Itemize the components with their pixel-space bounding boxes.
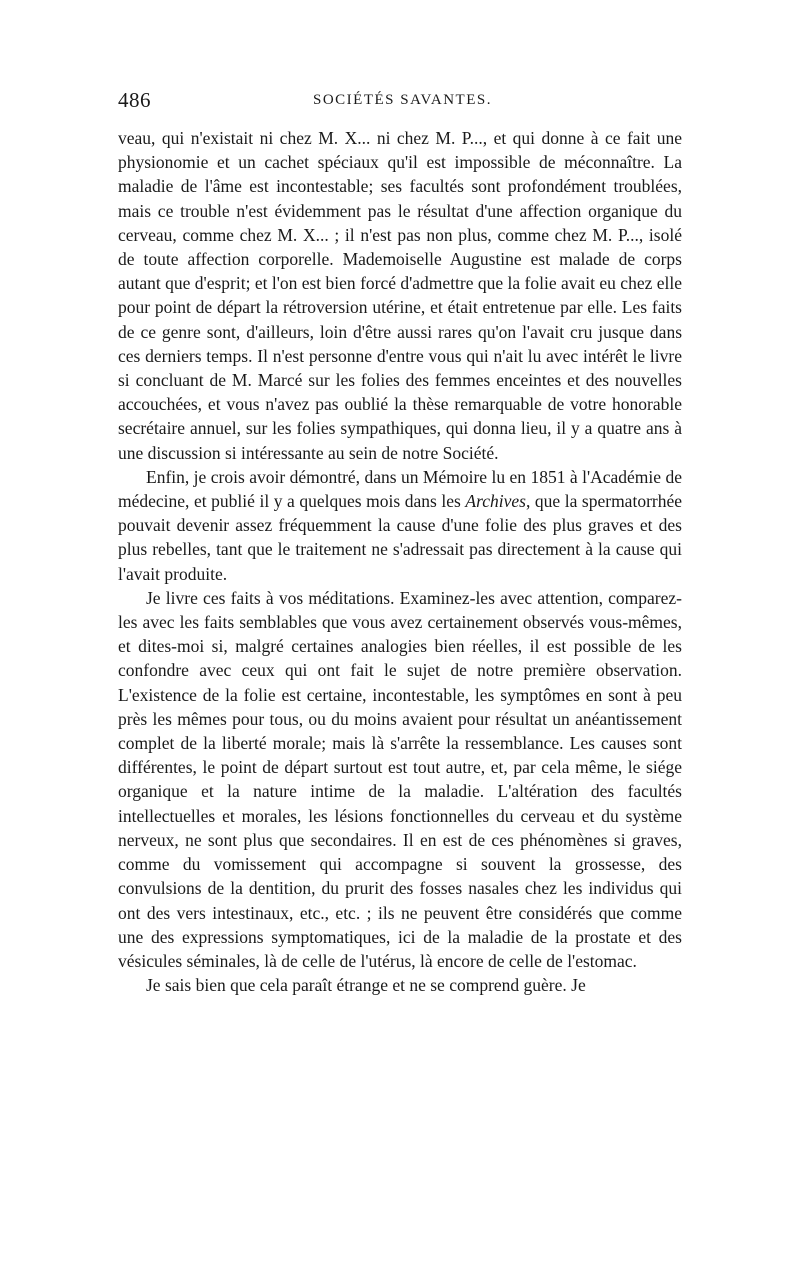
paragraph-text: , que la spermatorrhée pouvait devenir assez fréquemment la cause d'une folie des plus graves et des plus rebelles, tant que le traitement ne s'adressait pas directement à la cause qui l'avait produite. xyxy=(118,491,683,584)
page-number: 486 xyxy=(118,88,151,112)
paragraph-je-sais: Je sais bien que cela paraît étrange et ne se comprend guère. Je xyxy=(146,975,586,996)
body-text xyxy=(118,126,682,997)
page-header xyxy=(118,88,678,118)
paragraph-enfin xyxy=(118,465,682,586)
paragraph-je-livre: Je livre ces faits à vos méditations. Examinez-les avec attention, comparez-les avec les faits semblables que vous avez certainement observés vous-mêmes, et dites-moi si, malgré certaines analogies bien réelles, il est possible de les confondre avec ceux qui ont fait le sujet de notre première observation. L'existence de la folie est certaine, incontestable, les symptômes en sont à peu près les mêmes pour tous, ou du moins avaient pour résultat un anéantissement complet de la liberté morale; mais là s'arrête la ressemblance. Les causes sont différentes, le point de départ surtout est tout autre, et, par cela même, le siége organique et la nature intime de la maladie. L'altération des facultés intellectuelles et morales, les lésions fonctionnelles du cerveau et du système nerveux, ne sont plus que secondaires. Il en est de ces phénomènes si graves, comme du vomissement qui accompagne si souvent la grossesse, des convulsions de la dentition, du prurit des fosses nasales chez les individus qui ont des vers intestinaux, etc., etc. ; ils ne peuvent être considérés que comme une des expressions symptomatiques, ici de la maladie de la prostate et des vésicules séminales, là de celle de l'utérus, là encore de celle de l'estomac. xyxy=(118,587,682,971)
journal-title-italic: Archives xyxy=(465,491,526,512)
running-title: SOCIÉTÉS SAVANTES. xyxy=(313,92,492,108)
paragraph-text: Enfin, je crois avoir démontré, dans un Mémoire lu en 1851 à l'Académie de médecine, et publié il y a quelques mois dans les xyxy=(118,466,682,512)
paragraph-continued: veau, qui n'existait ni chez M. X... ni chez M. P..., et qui donne à ce fait une physionomie et un cachet spéciaux qu'il est impossible de méconnaître. La maladie de l'âme est incontestable; ses facultés sont profondément troublées, mais ce trouble n'est évidemment pas le résultat d'une affection organique du cerveau, comme chez M. X... ; il n'est pas non plus, comme chez M. P..., isolé de toute affection corporelle. Mademoiselle Augustine est malade de corps autant que d'esprit; et l'on est bien forcé d'admettre que la folie avait eu chez elle pour point de départ la rétroversion utérine, et était entretenue par elle. Les faits de ce genre sont, d'ailleurs, loin d'être aussi rares qu'on l'avait cru jusque dans ces derniers temps. Il n'est personne d'entre vous qui n'ait lu avec intérêt le livre si concluant de M. Marcé sur les folies des femmes enceintes et des nouvelles accouchées, et vous n'avez pas oublié la thèse remarquable de votre honorable secrétaire annuel, sur les folies sympathiques, qui donna lieu, il y a quatre ans à une discussion si intéressante au sein de notre Société. xyxy=(118,128,682,463)
